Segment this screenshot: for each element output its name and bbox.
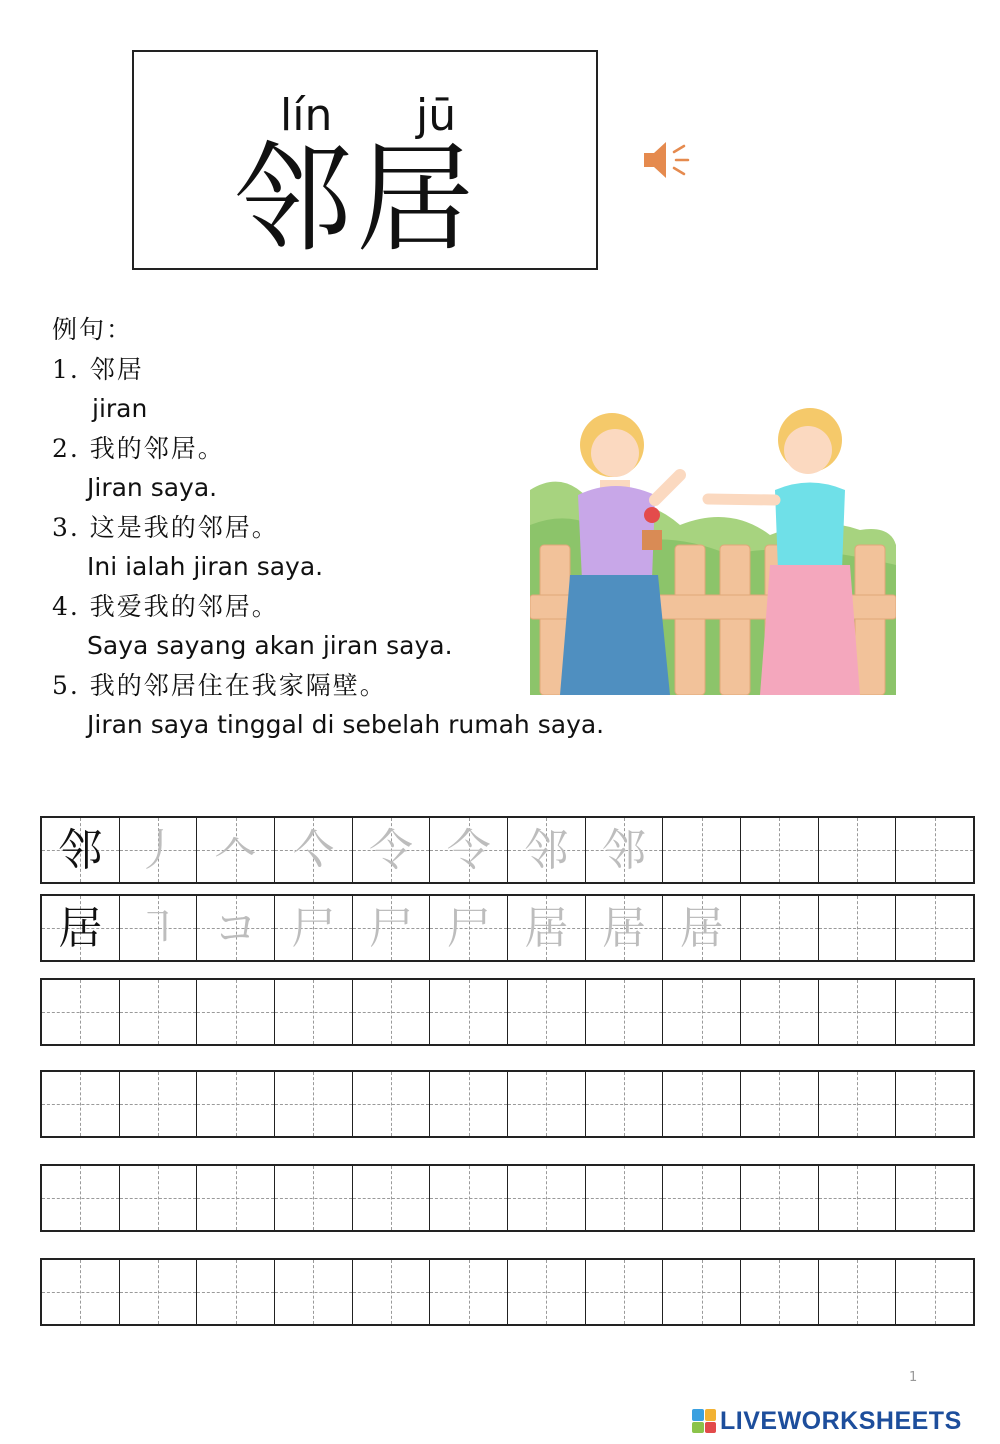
pinyin-ju: jū <box>416 90 457 141</box>
practice-cell[interactable] <box>663 1166 741 1230</box>
example-2-ms: Jiran saya. <box>87 473 218 502</box>
practice-cell[interactable] <box>586 1260 664 1324</box>
practice-cell[interactable] <box>120 980 198 1044</box>
title-card <box>132 50 598 270</box>
practice-cell[interactable] <box>741 818 819 882</box>
practice-cell[interactable] <box>508 896 586 960</box>
example-3-ms: Ini ialah jiran saya. <box>87 552 324 581</box>
practice-cell[interactable] <box>819 1072 897 1136</box>
trace-stroke: 丿 <box>136 825 180 876</box>
practice-cell[interactable] <box>819 980 897 1044</box>
practice-cell[interactable] <box>275 1166 353 1230</box>
practice-cell[interactable] <box>663 980 741 1044</box>
trace-stroke: 尸 <box>291 903 336 954</box>
practice-cell[interactable] <box>353 1260 431 1324</box>
practice-cell[interactable] <box>353 896 431 960</box>
practice-cell[interactable] <box>197 1166 275 1230</box>
practice-cell[interactable] <box>430 1260 508 1324</box>
example-1-ms: jiran <box>92 394 148 423</box>
practice-cell[interactable] <box>663 818 741 882</box>
practice-cell[interactable] <box>275 896 353 960</box>
practice-cell[interactable] <box>120 1166 198 1230</box>
practice-cell[interactable] <box>663 1072 741 1136</box>
example-2-zh: 2. 我的邻居。 <box>52 433 225 463</box>
practice-cell[interactable] <box>896 980 973 1044</box>
practice-cell[interactable] <box>586 896 664 960</box>
practice-cell[interactable] <box>430 1072 508 1136</box>
practice-cell[interactable] <box>430 980 508 1044</box>
practice-cell[interactable] <box>42 1072 120 1136</box>
practice-cell[interactable] <box>430 896 508 960</box>
example-4-ms: Saya sayang akan jiran saya. <box>87 631 453 660</box>
practice-cell[interactable] <box>275 980 353 1044</box>
practice-cell[interactable] <box>741 1260 819 1324</box>
practice-row-5 <box>40 1164 975 1232</box>
practice-cell[interactable] <box>353 1072 431 1136</box>
practice-cell[interactable] <box>275 1072 353 1136</box>
practice-cell[interactable] <box>741 980 819 1044</box>
practice-cell[interactable] <box>586 1166 664 1230</box>
practice-cell[interactable] <box>42 1166 120 1230</box>
example-1-zh: 1. 邻居 <box>52 354 144 384</box>
practice-cell[interactable] <box>508 818 586 882</box>
page-number: 1 <box>909 1370 918 1385</box>
practice-cell[interactable] <box>42 980 120 1044</box>
practice-cell[interactable] <box>197 980 275 1044</box>
logo-icon <box>692 1409 716 1433</box>
practice-cell[interactable] <box>353 1166 431 1230</box>
trace-stroke: 亽 <box>291 825 336 876</box>
practice-cell[interactable] <box>896 1166 973 1230</box>
practice-cell[interactable] <box>586 1072 664 1136</box>
practice-cell[interactable] <box>896 896 973 960</box>
pinyin-lin: lín <box>280 90 333 141</box>
practice-cell[interactable] <box>275 1260 353 1324</box>
neighbors-illustration <box>530 395 896 695</box>
practice-cell[interactable] <box>430 818 508 882</box>
practice-cell[interactable] <box>120 1072 198 1136</box>
hanzi-title: 邻居 <box>234 130 479 268</box>
practice-cell[interactable] <box>197 1072 275 1136</box>
practice-row-6 <box>40 1258 975 1326</box>
practice-row-3 <box>40 978 975 1046</box>
practice-cell[interactable] <box>197 1260 275 1324</box>
practice-cell[interactable] <box>508 1072 586 1136</box>
practice-cell[interactable] <box>197 896 275 960</box>
practice-cell[interactable] <box>741 1166 819 1230</box>
practice-cell[interactable] <box>508 980 586 1044</box>
practice-cell[interactable] <box>42 896 120 960</box>
trace-stroke: 尸 <box>446 903 491 954</box>
example-3-zh: 3. 这是我的邻居。 <box>52 512 279 542</box>
practice-cell[interactable] <box>586 980 664 1044</box>
speaker-icon[interactable] <box>640 136 696 184</box>
practice-cell[interactable] <box>663 1260 741 1324</box>
practice-cell[interactable] <box>896 818 973 882</box>
practice-cell[interactable] <box>275 818 353 882</box>
trace-stroke: ㇕ <box>136 903 180 954</box>
practice-cell[interactable] <box>42 818 120 882</box>
trace-stroke: 𠆢 <box>213 825 258 876</box>
brand-name: LIVEWORKSHEETS <box>720 1406 962 1435</box>
practice-cell[interactable] <box>586 818 664 882</box>
practice-row-2 <box>40 894 975 962</box>
practice-cell[interactable] <box>353 818 431 882</box>
practice-cell[interactable] <box>42 1260 120 1324</box>
example-sentences <box>52 310 604 745</box>
trace-stroke: コ <box>213 903 258 954</box>
practice-cell[interactable] <box>120 1260 198 1324</box>
practice-cell[interactable] <box>353 980 431 1044</box>
practice-cell[interactable] <box>896 1260 973 1324</box>
trace-stroke: 居 <box>602 903 647 954</box>
examples-heading: 例句： <box>52 315 134 344</box>
trace-stroke: 邻 <box>524 825 569 876</box>
practice-cell[interactable] <box>896 1072 973 1136</box>
practice-cell[interactable] <box>819 896 897 960</box>
practice-cell[interactable] <box>819 1260 897 1324</box>
practice-cell[interactable] <box>120 818 198 882</box>
trace-stroke: 令 <box>369 825 414 876</box>
trace-stroke: 邻 <box>602 825 647 876</box>
practice-cell[interactable] <box>819 1166 897 1230</box>
example-5-ms: Jiran saya tinggal di sebelah rumah saya. <box>87 710 605 739</box>
practice-cell[interactable] <box>508 1166 586 1230</box>
practice-row-1 <box>40 816 975 884</box>
example-4-zh: 4. 我爱我的邻居。 <box>52 591 279 621</box>
practice-cell[interactable] <box>197 818 275 882</box>
trace-stroke: 令 <box>446 825 491 876</box>
liveworksheets-logo <box>692 1404 962 1438</box>
model-character: 居 <box>58 903 103 954</box>
trace-stroke: 尸 <box>369 903 414 954</box>
practice-cell[interactable] <box>663 896 741 960</box>
example-5-zh: 5. 我的邻居住在我家隔壁。 <box>52 670 387 700</box>
practice-cell[interactable] <box>741 896 819 960</box>
practice-cell[interactable] <box>120 896 198 960</box>
trace-stroke: 居 <box>679 903 724 954</box>
practice-cell[interactable] <box>430 1166 508 1230</box>
practice-row-4 <box>40 1070 975 1138</box>
model-character: 邻 <box>58 825 103 876</box>
practice-cell[interactable] <box>819 818 897 882</box>
practice-cell[interactable] <box>508 1260 586 1324</box>
trace-stroke: 居 <box>524 903 569 954</box>
practice-cell[interactable] <box>741 1072 819 1136</box>
